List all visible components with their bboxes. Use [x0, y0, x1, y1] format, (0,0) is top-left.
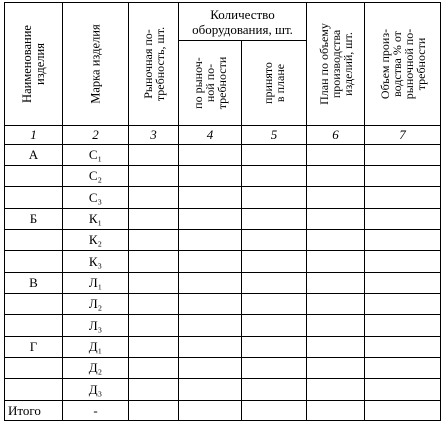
header-production-plan: План по объему производства изделий, шт.: [307, 3, 365, 126]
column-numbers-row: [5, 126, 441, 145]
product-mark-cell: Л₃: [63, 315, 129, 337]
total-row: [5, 401, 441, 421]
product-name-cell: [5, 294, 63, 315]
column-number: 3: [129, 126, 179, 145]
product-name-cell: А: [5, 145, 63, 166]
table-row: [5, 273, 441, 294]
product-name-cell: [5, 315, 63, 337]
header-product-name: Наименование изделия: [5, 3, 63, 126]
product-mark-cell: К₂: [63, 230, 129, 251]
table-row: [5, 209, 441, 230]
table-row: [5, 251, 441, 273]
table-row: [5, 358, 441, 379]
product-mark-cell: Л₁: [63, 273, 129, 294]
product-name-cell: [5, 358, 63, 379]
table-row: [5, 145, 441, 166]
column-number: 5: [242, 126, 307, 145]
column-number: 4: [179, 126, 242, 145]
header-production-percent: Объем произ- водства % от рыночной по- требности: [365, 3, 441, 126]
table-row: [5, 230, 441, 251]
column-number: 7: [365, 126, 441, 145]
product-name-cell: [5, 187, 63, 209]
product-mark-cell: Л₂: [63, 294, 129, 315]
product-mark-cell: С₁: [63, 145, 129, 166]
table-row: [5, 337, 441, 358]
product-mark-cell: С₃: [63, 187, 129, 209]
product-mark-cell: С₂: [63, 166, 129, 187]
product-name-cell: [5, 379, 63, 401]
product-name-cell: [5, 230, 63, 251]
total-mark-cell: -: [63, 401, 129, 421]
product-mark-cell: Д₃: [63, 379, 129, 401]
production-plan-table: [4, 2, 441, 421]
table-row: [5, 294, 441, 315]
header-equipment-quantity: Количество оборудования, шт.: [179, 3, 307, 41]
total-label: Итого: [5, 401, 63, 421]
product-mark-cell: К₃: [63, 251, 129, 273]
header-product-mark: Марка изделия: [63, 3, 129, 126]
product-name-cell: Г: [5, 337, 63, 358]
table-row: [5, 315, 441, 337]
column-number: 2: [63, 126, 129, 145]
product-mark-cell: Д₁: [63, 337, 129, 358]
product-name-cell: [5, 251, 63, 273]
table-row: [5, 187, 441, 209]
product-name-cell: В: [5, 273, 63, 294]
product-name-cell: Б: [5, 209, 63, 230]
header-market-demand: Рыночная по- требность, шт.: [129, 3, 179, 126]
product-mark-cell: К₁: [63, 209, 129, 230]
header-by-market-demand: по рыноч- ной по- требности: [179, 41, 242, 126]
product-mark-cell: Д₂: [63, 358, 129, 379]
table-row: [5, 379, 441, 401]
column-number: 1: [5, 126, 63, 145]
product-name-cell: [5, 166, 63, 187]
header-accepted-in-plan: принято в плане: [242, 41, 307, 126]
column-number: 6: [307, 126, 365, 145]
table-row: [5, 166, 441, 187]
